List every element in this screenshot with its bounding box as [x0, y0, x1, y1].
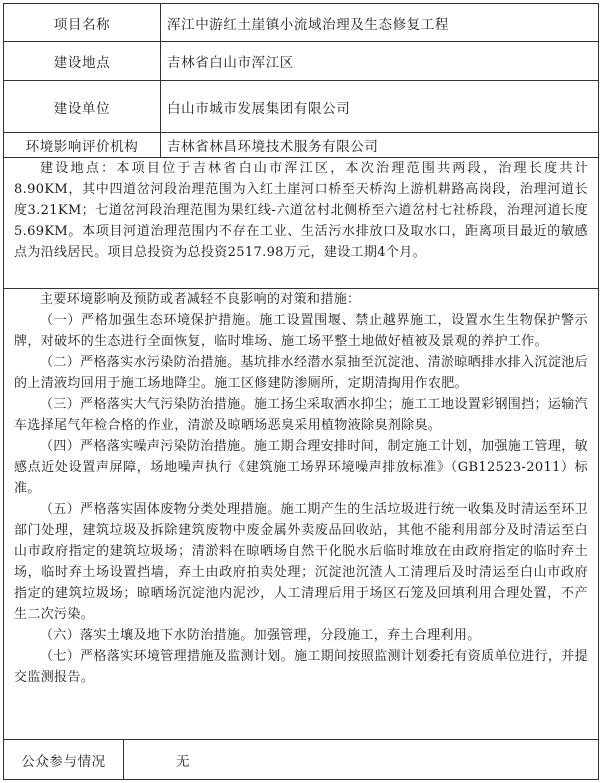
- location-value: 吉林省白山市浑江区: [167, 55, 294, 71]
- row-eia-agency: [4, 133, 598, 158]
- row-overview: [4, 158, 598, 289]
- measures-section: [14, 289, 588, 688]
- public-participation-value: 无: [176, 753, 191, 770]
- construction-unit-value: 白山市城市发展集团有限公司: [167, 100, 351, 117]
- measure-item: （三）严格落实大气污染防治措施。施工扬尘采取洒水抑尘；施工工地设置彩钢围挡；运输汽车选择尾气年检合格的作业，清淤及晾晒场恶臭采用植物液除臭剂除臭。: [14, 397, 588, 433]
- project-info-table: [3, 3, 599, 780]
- row-public-participation: [4, 740, 598, 779]
- public-participation-label: 公众参与情况: [4, 740, 124, 779]
- measure-item: （二）严格落实水污染防治措施。基坑排水经潜水泵抽至沉淀池、清淤晾晒排水排入沉淀池后的上清液均回用于施工场地降尘。施工区修建防渗厕所，定期清掏用作农肥。: [14, 355, 588, 391]
- measure-item: （四）严格落实噪声污染防治措施。施工期合理安排时间，制定施工计划，加强施工管理，敏感点近处设置声屏障，场地噪声执行《建筑施工场界环境噪声排放标准》（GB12523-2011）标准。: [14, 439, 588, 496]
- eia-agency-value: 吉林省林昌环境技术服务有限公司: [167, 139, 379, 155]
- construction-unit-label: 建设单位: [4, 81, 161, 132]
- measures-intro: 主要环境影响及预防或者减轻不良影响的对策和措施：: [40, 292, 361, 307]
- row-measures: [4, 289, 598, 740]
- eia-agency-label: 环境影响评价机构: [4, 133, 161, 157]
- overview-paragraph: [14, 158, 588, 263]
- measure-item: （六）落实土壤及地下水防治措施。加强管理，分段施工，弃土合理利用。: [40, 628, 481, 643]
- measure-item: （五）严格落实固体废物分类处理措施。施工期产生的生活垃圾进行统一收集及时清运至环卫部门处理，建筑垃圾及拆除建筑废物中废金属外卖废品回收站，其他不能利用部分及时清运至白山市政府指定的建筑垃圾场；清淤料在晾晒场自然干化脱水后临时堆放在由政府指定的临时弃土场，临时弃土场设置挡墙，弃土由政府拍卖处理；沉淀池沉渣人工清理后及时清运至白山市政府指定的建筑垃圾场；晾晒场沉淀池内泥沙，人工清理后用于场区石笼及回填利用合理处置，不产生二次污染。: [14, 502, 588, 622]
- row-location: [4, 42, 598, 81]
- row-construction-unit: [4, 81, 598, 133]
- project-name-value: 浑江中游红土崖镇小流域治理及生态修复工程: [167, 16, 449, 33]
- project-name-label: 项目名称: [4, 4, 161, 41]
- location-label: 建设地点: [4, 42, 161, 80]
- measure-item: （一）严格加强生态环境保护措施。施工设置围堰、禁止越界施工，设置水生生物保护警示牌，对破坏的生态进行全面恢复，临时堆场、施工场平整土地做好植被及景观的养护工作。: [14, 313, 588, 349]
- row-project-name: [4, 4, 598, 42]
- measure-item: （七）严格落实环境管理措施及监测计划。施工期间按照监测计划委托有资质单位进行，并提交监测报告。: [14, 649, 588, 685]
- overview-text: 建设地点：本项目位于吉林省白山市浑江区，本次治理范围共两段，治理长度共计8.90KM，其中四道岔河段治理范围为入红土崖河口桥至天桥沟上游机耕路高岗段，治理河道长度3.21KM；七道岔河段治理范围为果红线-六道岔村北侧桥至六道岔村七社桥段，治理河道长度5.69KM。本项目河道治理范围内不存在工业、生活污水排放口及取水口，距离项目最近的敏感点为沿线居民。项目总投资为总投资2517.98万元，建设工期4个月。: [14, 161, 588, 260]
